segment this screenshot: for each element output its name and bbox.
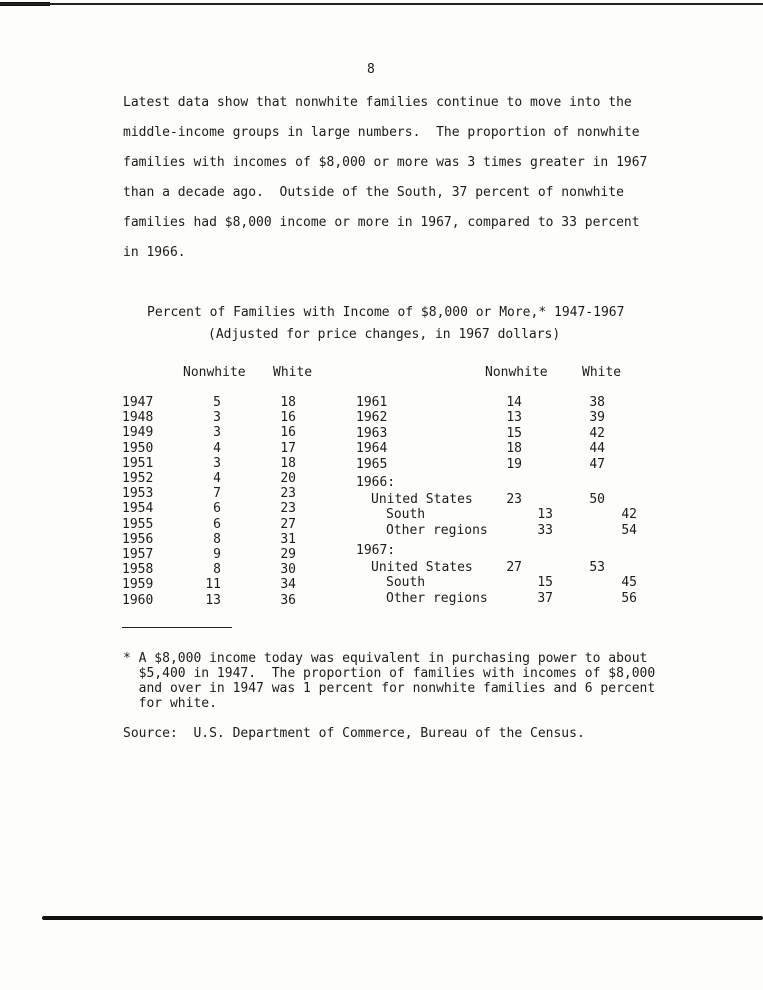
nonwhite-value: 6 (213, 501, 221, 517)
white-value: 44 (589, 441, 605, 457)
paragraph-line: in 1966. (123, 245, 186, 260)
other-white-value: 56 (621, 591, 637, 606)
white-value: 23 (280, 501, 296, 517)
white-value: 29 (280, 547, 296, 562)
year-cell: 1960 (122, 592, 154, 608)
year-cell: 1959 (122, 577, 154, 593)
south-label: South (386, 507, 426, 522)
year-cell: 1955 (122, 516, 154, 532)
footnote-line: * A $8,000 income today was equivalent in purchasing power to about (123, 651, 648, 666)
south-white-value: 45 (621, 575, 637, 590)
south-white-value: 42 (621, 507, 637, 522)
nonwhite-value: 14 (506, 395, 522, 410)
footnote-line: and over in 1947 was 1 percent for nonwhite families and 6 percent (123, 681, 656, 696)
white-value: 20 (280, 471, 296, 486)
white-value: 31 (280, 531, 296, 547)
other-nonwhite-value: 37 (537, 591, 553, 606)
other-nonwhite-value: 33 (537, 523, 553, 538)
nonwhite-value: 13 (205, 592, 221, 608)
table-title: Percent of Families with Income of $8,000 or More,* 1947-1967 (147, 305, 625, 320)
footnote-line: for white. (123, 696, 217, 711)
paragraph-line: families had $8,000 income or more in 1967, compared to 33 percent (123, 215, 640, 230)
year-cell: 1956 (122, 531, 154, 547)
paragraph-line: middle-income groups in large numbers. The proportion of nonwhite (123, 125, 640, 140)
white-value: 30 (280, 562, 296, 578)
table-subtitle: (Adjusted for price changes, in 1967 dollars) (208, 327, 561, 342)
nonwhite-value: 9 (213, 547, 221, 562)
white-value: 38 (589, 395, 605, 410)
year-cell: 1948 (122, 410, 154, 426)
nonwhite-value: 5 (213, 395, 221, 410)
year-cell: 1947 (122, 395, 154, 410)
nonwhite-value: 8 (213, 562, 221, 578)
nonwhite-value: 4 (213, 440, 221, 456)
white-value: 47 (589, 456, 605, 472)
year-cell: 1965 (356, 456, 388, 472)
nonwhite-value: 3 (213, 455, 221, 471)
paragraph-line: than a decade ago. Outside of the South, 37 percent of nonwhite (123, 185, 624, 200)
footnote-line: $5,400 in 1947. The proportion of families with incomes of $8,000 (123, 666, 656, 681)
nonwhite-value: 4 (213, 471, 221, 486)
white-value: 23 (280, 486, 296, 502)
nonwhite-value: 19 (506, 456, 522, 472)
white-value: 34 (280, 577, 296, 593)
footnote-rule (122, 627, 232, 628)
year-cell: 1953 (122, 486, 154, 502)
white-value: 27 (280, 516, 296, 532)
nonwhite-value: 6 (213, 516, 221, 532)
other-white-value: 54 (621, 523, 637, 538)
year-cell: 1954 (122, 501, 154, 517)
year-cell: 1951 (122, 455, 154, 471)
paragraph-line: Latest data show that nonwhite families continue to move into the (123, 95, 632, 110)
page-number: 8 (367, 62, 375, 77)
year-cell: 1963 (356, 425, 388, 441)
year-cell: 1961 (356, 395, 388, 410)
nonwhite-value: 13 (506, 410, 522, 426)
white-value: 16 (280, 410, 296, 426)
nonwhite-value: 18 (506, 441, 522, 457)
top-rule (0, 3, 763, 5)
nonwhite-value: 3 (213, 425, 221, 441)
year-cell: 1957 (122, 547, 154, 562)
white-value: 18 (280, 395, 296, 410)
us-white-value: 53 (589, 560, 605, 575)
us-label: United States (371, 560, 473, 575)
source-line: Source: U.S. Department of Commerce, Bureau of the Census. (123, 726, 585, 741)
nonwhite-value: 15 (506, 425, 522, 441)
other-regions-label: Other regions (386, 523, 488, 538)
south-nonwhite-value: 15 (537, 575, 553, 590)
year-cell: 1952 (122, 471, 154, 486)
white-value: 16 (280, 425, 296, 441)
year-1966-label: 1966: (356, 475, 396, 490)
left-col-header-nonwhite: Nonwhite (183, 365, 246, 380)
year-cell: 1958 (122, 562, 154, 578)
year-cell: 1962 (356, 410, 388, 426)
other-regions-label: Other regions (386, 591, 488, 606)
white-value: 17 (280, 440, 296, 456)
nonwhite-value: 3 (213, 410, 221, 426)
us-nonwhite-value: 23 (506, 492, 522, 507)
white-value: 18 (280, 455, 296, 471)
year-cell: 1949 (122, 425, 154, 441)
south-label: South (386, 575, 426, 590)
us-label: United States (371, 492, 473, 507)
us-nonwhite-value: 27 (506, 560, 522, 575)
white-value: 42 (589, 425, 605, 441)
right-col-header-nonwhite: Nonwhite (485, 365, 548, 380)
bottom-rule (42, 916, 763, 920)
nonwhite-value: 7 (213, 486, 221, 502)
year-1967-label: 1967: (356, 543, 396, 558)
nonwhite-value: 11 (205, 577, 221, 593)
right-col-header-white: White (582, 365, 622, 380)
year-cell: 1964 (356, 441, 388, 457)
paragraph-line: families with incomes of $8,000 or more was 3 times greater in 1967 (123, 155, 648, 170)
south-nonwhite-value: 13 (537, 507, 553, 522)
year-cell: 1950 (122, 440, 154, 456)
us-white-value: 50 (589, 492, 605, 507)
nonwhite-value: 8 (213, 531, 221, 547)
white-value: 36 (280, 592, 296, 608)
white-value: 39 (589, 410, 605, 426)
left-col-header-white: White (273, 365, 313, 380)
